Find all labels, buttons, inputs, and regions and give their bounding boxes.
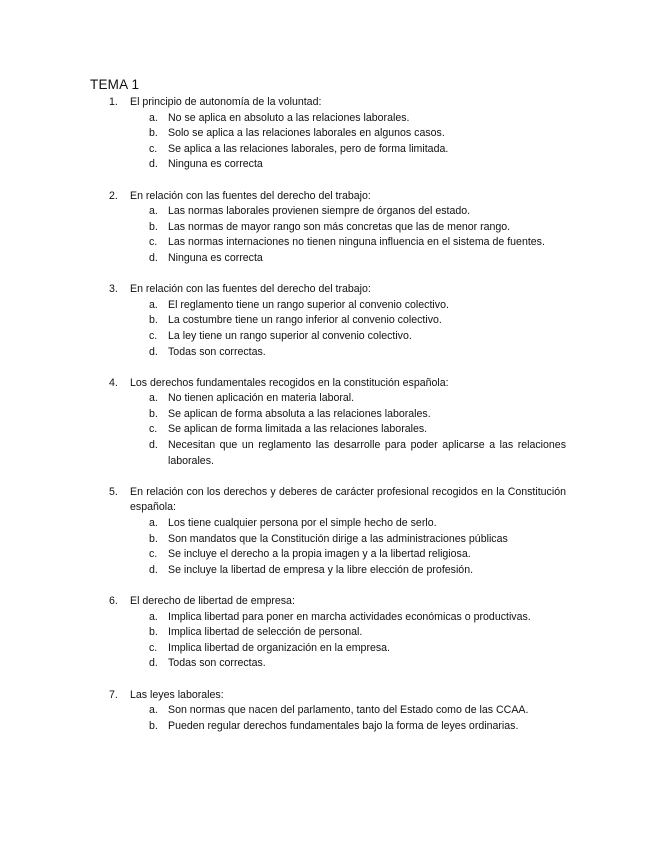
option-item [130,641,566,657]
option-item [130,391,566,407]
question-number: 3. [109,283,118,296]
option-text: Son normas que nacen del parlamento, tanto del Estado como de las CCAA. [168,704,529,717]
question-item [90,376,566,470]
question-number: 4. [109,376,118,389]
option-letter: b. [149,532,158,545]
option-letter: b. [149,127,158,140]
option-text: Se incluye el derecho a la propia imagen y a la libertad religiosa. [168,548,471,561]
option-text: Ninguna es correcta [168,158,263,171]
option-item [130,625,566,641]
option-text: Se aplican de forma limitada a las relaciones laborales. [168,423,428,436]
option-list [130,516,566,578]
option-text: Los tiene cualquier persona por el simple hecho de serlo. [168,517,437,530]
option-letter: d. [149,345,158,358]
option-item [130,345,566,361]
option-item [130,142,566,158]
option-letter: c. [149,142,158,155]
option-text: Todas son correctas. [168,345,266,358]
option-letter: d. [149,251,158,264]
option-letter: b. [149,407,158,420]
question-number: 2. [109,189,118,202]
option-text: Implica libertad de organización en la empresa. [168,641,391,654]
option-letter: c. [149,423,158,436]
option-text: El reglamento tiene un rango superior al convenio colectivo. [168,298,449,311]
option-letter: a. [149,111,158,124]
option-text: La costumbre tiene un rango inferior al convenio colectivo. [168,314,442,327]
option-letter: a. [149,704,158,717]
option-item [130,422,566,438]
option-letter: c. [149,236,158,249]
option-item [130,251,566,267]
question-item [90,688,566,735]
question-number: 5. [109,485,118,498]
option-letter: a. [149,610,158,623]
option-text: Se aplican de forma absoluta a las relaciones laborales. [168,407,431,420]
option-letter: c. [149,548,158,561]
option-item [130,329,566,345]
option-letter: b. [149,314,158,327]
option-list [130,610,566,672]
option-text: Son mandatos que la Constitución dirige a las administraciones públicas [168,532,508,545]
question-item [90,95,566,173]
option-text: Implica libertad de selección de personal. [168,626,363,639]
option-item [130,656,566,672]
option-list [130,391,566,469]
option-text: Se incluye la libertad de empresa y la libre elección de profesión. [168,563,474,576]
option-item [130,407,566,423]
option-text: No se aplica en absoluto a las relaciones laborales. [168,111,410,124]
option-text: La ley tiene un rango superior al convenio colectivo. [168,329,412,342]
option-item [130,126,566,142]
option-list [130,298,566,360]
option-text: Necesitan que un reglamento las desarrolle para poder aplicarse a las relaciones laborales. [168,439,566,467]
option-letter: c. [149,329,158,342]
option-letter: d. [149,158,158,171]
option-text: Ninguna es correcta [168,251,263,264]
option-list [130,204,566,266]
option-text: Las normas de mayor rango son más concretas que las de menor rango. [168,220,511,233]
option-letter: d. [149,657,158,670]
option-letter: b. [149,220,158,233]
option-letter: a. [149,392,158,405]
option-item [130,235,566,251]
option-list [130,703,566,734]
question-text: Los derechos fundamentales recogidos en la constitución española: [130,376,449,389]
option-item [130,220,566,236]
option-item [130,563,566,579]
question-item [90,594,566,672]
option-item [130,298,566,314]
option-item [130,313,566,329]
question-text: En relación con las fuentes del derecho del trabajo: [130,189,371,202]
option-letter: d. [149,563,158,576]
option-item [130,516,566,532]
question-number: 1. [109,96,118,108]
question-text: En relación con las fuentes del derecho del trabajo: [130,283,371,296]
question-text: El principio de autonomía de la voluntad: [130,96,322,108]
option-letter: b. [149,626,158,639]
option-text: Las normas internaciones no tienen ninguna influencia en el sistema de fuentes. [168,236,545,249]
option-text: Pueden regular derechos fundamentales bajo la forma de leyes ordinarias. [168,719,519,732]
option-text: Implica libertad para poner en marcha actividades económicas o productivas. [168,610,531,623]
question-item [90,189,566,267]
option-item [130,438,566,469]
option-item [130,719,566,735]
option-item [130,157,566,173]
question-list [90,95,566,750]
question-item [90,485,566,579]
question-text: Las leyes laborales: [130,688,224,701]
option-list [130,111,566,173]
option-item [130,204,566,220]
option-text: Todas son correctas. [168,657,266,670]
option-text: Se aplica a las relaciones laborales, pero de forma limitada. [168,142,449,155]
option-letter: c. [149,641,158,654]
option-item [130,532,566,548]
option-text: No tienen aplicación en materia laboral. [168,392,355,405]
option-text: Solo se aplica a las relaciones laborales en algunos casos. [168,127,445,140]
question-number: 6. [109,595,118,607]
option-letter: b. [149,719,158,732]
question-number: 7. [109,688,118,701]
option-item [130,111,566,127]
option-letter: d. [149,439,158,452]
option-item [130,610,566,626]
option-letter: a. [149,298,158,311]
document-title: TEMA 1 [90,77,140,92]
option-letter: a. [149,517,158,530]
question-item [90,282,566,360]
option-item [130,703,566,719]
option-letter: a. [149,205,158,218]
option-item [130,547,566,563]
question-text: En relación con los derechos y deberes de carácter profesional recogidos en la Constitución española: [130,485,566,514]
question-text: El derecho de libertad de empresa: [130,595,295,607]
option-text: Las normas laborales provienen siempre de órganos del estado. [168,205,471,218]
